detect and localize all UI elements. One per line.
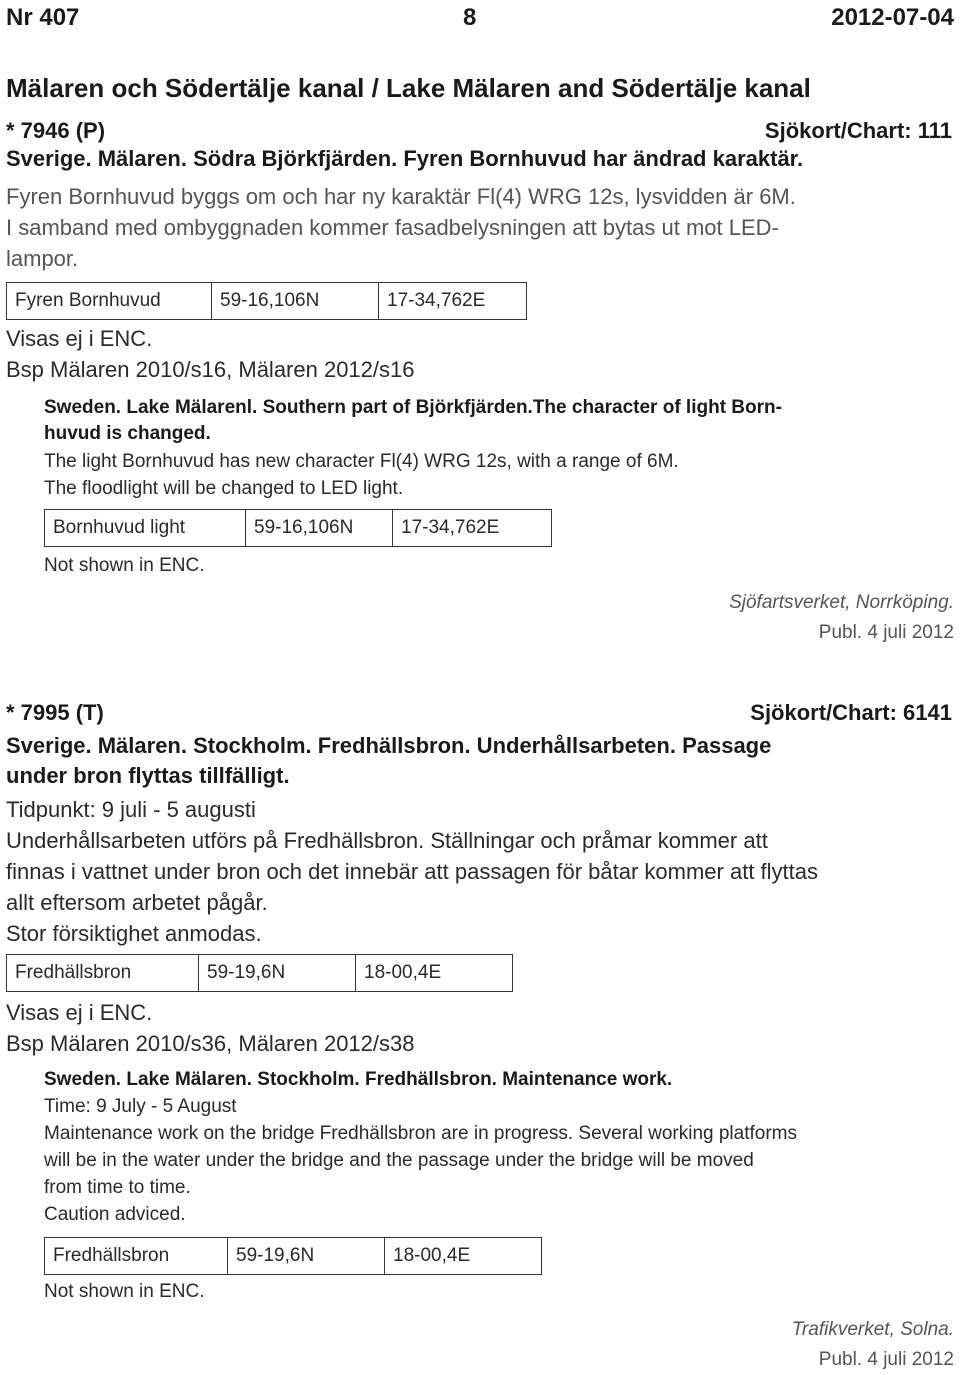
notice-text-en: The light Bornhuvud has new character Fl(4) WRG 12s, with a range of 6M.: [44, 451, 679, 472]
notice-number: * 7995 (T): [6, 700, 104, 725]
position-table-en: [44, 1237, 542, 1275]
notice-text-sv: allt eftersom arbetet pågår.: [6, 890, 268, 915]
enc-note-en: Not shown in ENC.: [44, 1281, 205, 1302]
notice-source: Sjöfartsverket, Norrköping.: [729, 592, 954, 613]
enc-note-sv: Visas ej i ENC.: [6, 326, 153, 351]
position-name: Fredhällsbron: [45, 1238, 228, 1275]
position-table-en: [44, 509, 552, 547]
notice-text-sv: Stor försiktighet anmodas.: [6, 921, 262, 946]
position-lon: 17-34,762E: [393, 510, 552, 547]
chart-ref: Sjökort/Chart: 111: [764, 118, 952, 143]
notice-title-sv: Sverige. Mälaren. Södra Björkfjärden. Fyren Bornhuvud har ändrad karaktär.: [6, 146, 804, 171]
issue-number: Nr 407: [6, 4, 80, 31]
notice-text-sv: Tidpunkt: 9 juli - 5 augusti: [6, 797, 256, 822]
position-lon: 17-34,762E: [379, 283, 527, 320]
position-lat: 59-16,106N: [246, 510, 393, 547]
notice-number: * 7946 (P): [6, 118, 106, 143]
issue-date: 2012-07-04: [831, 4, 954, 31]
enc-note-sv: Visas ej i ENC.: [6, 1000, 153, 1025]
notice-source: Trafikverket, Solna.: [791, 1319, 954, 1340]
notice-text-en: from time to time.: [44, 1177, 191, 1198]
notice-text-sv: finnas i vattnet under bron och det innebär att passagen för båtar kommer att flyttas: [6, 859, 819, 884]
publication-date: Publ. 4 juli 2012: [818, 622, 954, 643]
enc-note-en: Not shown in ENC.: [44, 555, 205, 576]
notice-text-en: Caution adviced.: [44, 1204, 186, 1225]
notice-text-en: The floodlight will be changed to LED light.: [44, 478, 404, 499]
bsp-reference: Bsp Mälaren 2010/s16, Mälaren 2012/s16: [6, 357, 415, 382]
publication-date: Publ. 4 juli 2012: [818, 1349, 954, 1370]
section-title: Mälaren och Södertälje kanal / Lake Mälaren and Södertälje kanal: [6, 73, 811, 103]
notice-title-en: Sweden. Lake Mälaren. Stockholm. Fredhällsbron. Maintenance work.: [44, 1069, 673, 1090]
position-lat: 59-16,106N: [212, 283, 379, 320]
bsp-reference: Bsp Mälaren 2010/s36, Mälaren 2012/s38: [6, 1031, 415, 1056]
notice-title-en: Sweden. Lake Mälarenl. Southern part of Björkfjärden.The character of light Born-: [44, 397, 782, 418]
position-lat: 59-19,6N: [228, 1238, 385, 1275]
page-number: 8: [463, 4, 477, 31]
position-lon: 18-00,4E: [356, 955, 513, 992]
notice-text-en: Maintenance work on the bridge Fredhällsbron are in progress. Several working platforms: [44, 1123, 797, 1144]
position-lat: 59-19,6N: [199, 955, 356, 992]
notice-text-sv: lampor.: [6, 246, 79, 271]
notice-title-sv: under bron flyttas tillfälligt.: [6, 763, 290, 788]
chart-ref: Sjökort/Chart: 6141: [750, 700, 952, 725]
notice-title-sv: Sverige. Mälaren. Stockholm. Fredhällsbron. Underhållsarbeten. Passage: [6, 733, 772, 758]
notice-text-sv: I samband med ombyggnaden kommer fasadbelysningen att bytas ut mot LED-: [6, 215, 779, 240]
notice-text-en: Time: 9 July - 5 August: [44, 1096, 237, 1117]
position-name: Fyren Bornhuvud: [7, 283, 212, 320]
position-table-sv: [6, 282, 527, 320]
position-name: Bornhuvud light: [45, 510, 246, 547]
notice-text-sv: Fyren Bornhuvud byggs om och har ny karaktär Fl(4) WRG 12s, lysvidden är 6M.: [6, 184, 796, 209]
notice-title-en: huvud is changed.: [44, 423, 211, 444]
position-table-sv: [6, 954, 513, 992]
position-name: Fredhällsbron: [7, 955, 199, 992]
position-lon: 18-00,4E: [385, 1238, 542, 1275]
notice-text-en: will be in the water under the bridge and the passage under the bridge will be moved: [44, 1150, 754, 1171]
notice-text-sv: Underhållsarbeten utförs på Fredhällsbron. Ställningar och pråmar kommer att: [6, 828, 768, 853]
